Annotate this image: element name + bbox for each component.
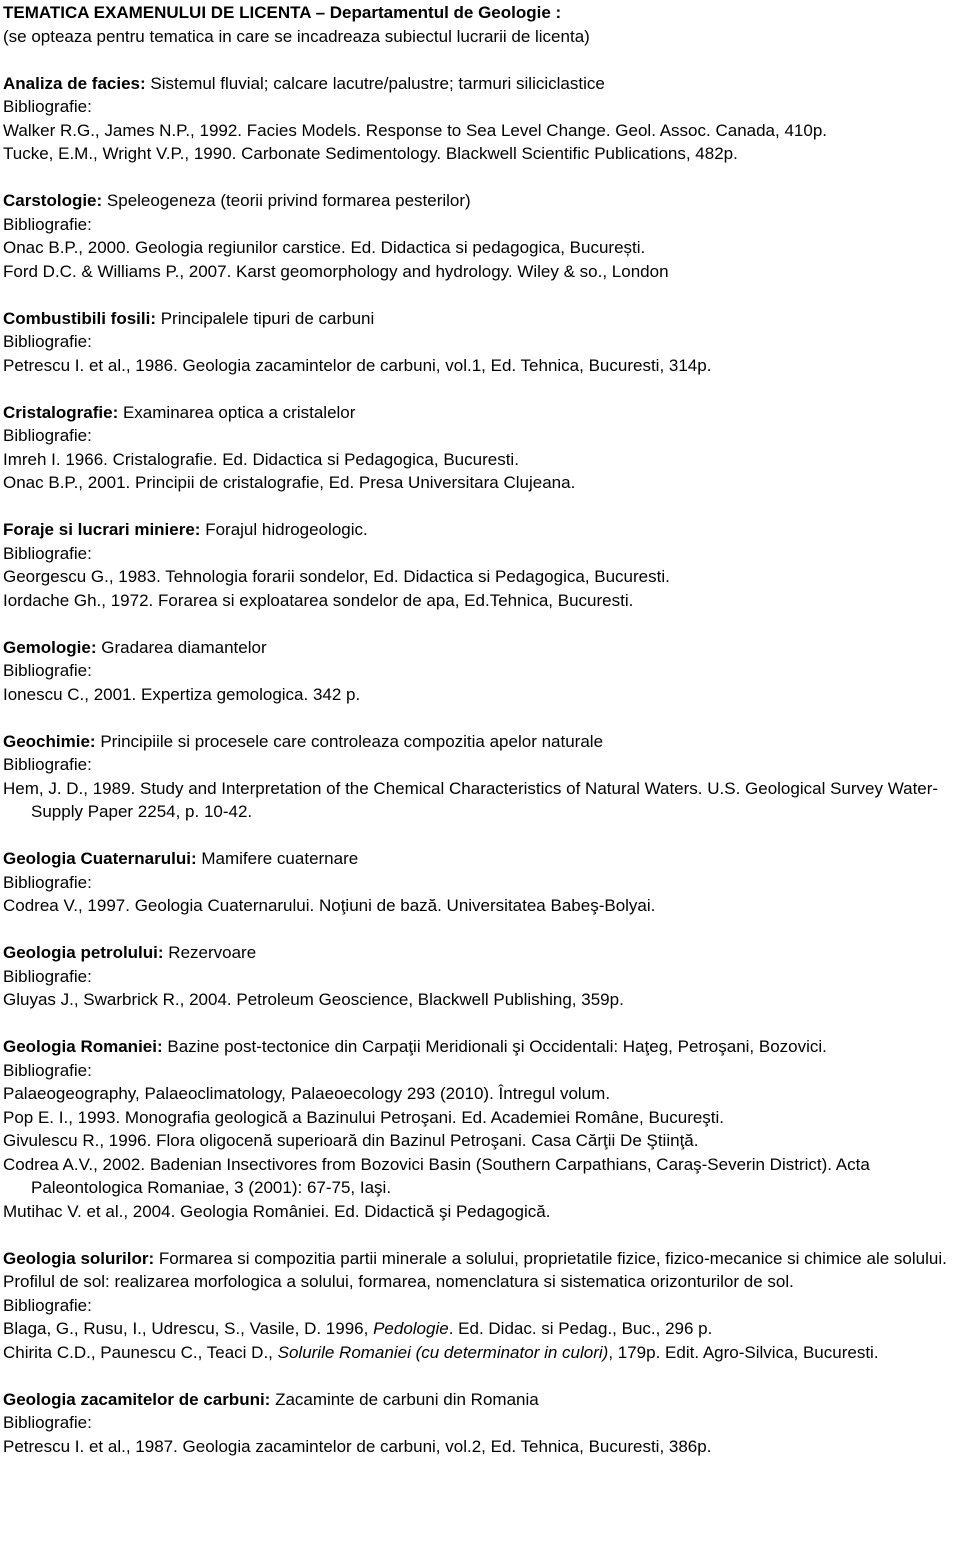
section-label: Geologia Cuaternarului: bbox=[3, 849, 197, 868]
section-gemologie bbox=[3, 636, 956, 707]
bibliography-label: Bibliografie: bbox=[3, 1413, 92, 1432]
reference: Ford D.C. & Williams P., 2007. Karst geomorphology and hydrology. Wiley & so., London bbox=[3, 261, 669, 281]
section-topic: Bazine post-tectonice din Carpaţii Meridionali şi Occidentali: Haţeg, Petroşani, Bozovici. bbox=[162, 1037, 827, 1056]
document-subtitle: (se opteaza pentru tematica in care se incadreaza subiectul lucrarii de licenta) bbox=[3, 26, 590, 46]
section-geologia-solurilor bbox=[3, 1247, 956, 1365]
reference-title: Pedologie bbox=[373, 1319, 449, 1338]
section-label: Geologia solurilor: bbox=[3, 1248, 155, 1268]
section-label: Geologia Romaniei: bbox=[3, 1037, 163, 1056]
reference: Onac B.P., 2001. Principii de cristalografie, Ed. Presa Universitara Clujeana. bbox=[3, 473, 576, 492]
section-topic: Zacaminte de carbuni din Romania bbox=[270, 1389, 539, 1409]
section-heading bbox=[3, 636, 956, 660]
reference: Walker R.G., James N.P., 1992. Facies Models. Response to Sea Level Change. Geol. Assoc. Canada, 410p. bbox=[3, 120, 827, 140]
section-cristalografie bbox=[3, 401, 956, 495]
section-label: Foraje si lucrari miniere: bbox=[3, 520, 201, 539]
bibliography-label: Bibliografie: bbox=[3, 97, 92, 116]
bibliography-label: Bibliografie: bbox=[3, 332, 92, 351]
section-heading bbox=[3, 941, 956, 965]
section-topic: Rezervoare bbox=[163, 943, 257, 962]
section-topic: Principiile si procesele care controleaza compozitia apelor naturale bbox=[95, 731, 604, 751]
section-heading bbox=[3, 518, 956, 542]
bibliography-label: Bibliografie: bbox=[3, 1295, 92, 1315]
section-geologia-petrolului bbox=[3, 941, 956, 1012]
reference: Palaeogeography, Palaeoclimatology, Palaeoecology 293 (2010). Întregul volum. bbox=[3, 1084, 611, 1103]
bibliography-label: Bibliografie: bbox=[3, 426, 92, 445]
section-geologia-romaniei bbox=[3, 1035, 956, 1223]
reference: Gluyas J., Swarbrick R., 2004. Petroleum Geoscience, Blackwell Publishing, 359p. bbox=[3, 990, 624, 1009]
bibliography-label: Bibliografie: bbox=[3, 755, 92, 774]
reference: Ionescu C., 2001. Expertiza gemologica. 342 p. bbox=[3, 684, 361, 704]
reference-text: Chirita C.D., Paunescu C., Teaci D., bbox=[3, 1342, 278, 1362]
section-topic: Forajul hidrogeologic. bbox=[200, 520, 368, 539]
reference-text: . Ed. Didac. si Pedag., Buc., 296 p. bbox=[448, 1319, 713, 1338]
section-topic: Principalele tipuri de carbuni bbox=[156, 308, 375, 328]
section-heading bbox=[3, 847, 956, 871]
section-heading bbox=[3, 401, 956, 425]
section-topic: Formarea si compozitia partii minerale a solului, proprietatile fizice, fizico-mecanice si chimice ale solului. Profilul de sol: realizarea morfologica a solului, formarea, nomenclatura si sistematica orizonturilor de sol. bbox=[3, 1248, 947, 1291]
section-label: Combustibili fosili: bbox=[3, 308, 156, 328]
section-label: Carstologie: bbox=[3, 191, 103, 210]
section-heading bbox=[3, 1035, 956, 1059]
section-carstologie bbox=[3, 189, 956, 283]
section-label: Geologia zacamitelor de carbuni: bbox=[3, 1389, 271, 1409]
section-topic: Examinarea optica a cristalelor bbox=[118, 402, 356, 422]
reference: Petrescu I. et al., 1986. Geologia zacamintelor de carbuni, vol.1, Ed. Tehnica, Bucuresti, 314p. bbox=[3, 355, 712, 375]
reference: Givulescu R., 1996. Flora oligocenă superioară din Bazinul Petroşani. Casa Cărţii De Ştiinţă. bbox=[3, 1131, 699, 1150]
reference: Tucke, E.M., Wright V.P., 1990. Carbonate Sedimentology. Blackwell Scientific Publications, 482p. bbox=[3, 144, 738, 163]
reference: Mutihac V. et al., 2004. Geologia României. Ed. Didactică şi Pedagogică. bbox=[3, 1201, 551, 1221]
reference: Codrea A.V., 2002. Badenian Insectivores from Bozovici Basin (Southern Carpathians, Caraş-Severin District). Acta Paleontologica Romaniae, 3 (2001): 67-75, Iaşi. bbox=[3, 1154, 870, 1197]
section-label: Geochimie: bbox=[3, 731, 96, 751]
reference-text: , 179p. Edit. Agro-Silvica, Bucuresti. bbox=[608, 1342, 879, 1362]
section-heading bbox=[3, 189, 956, 213]
section-heading bbox=[3, 730, 956, 754]
section-heading bbox=[3, 1247, 956, 1294]
bibliography-label: Bibliografie: bbox=[3, 543, 92, 563]
reference: Georgescu G., 1983. Tehnologia forarii sondelor, Ed. Didactica si Pedagogica, Bucuresti. bbox=[3, 567, 670, 586]
reference: Hem, J. D., 1989. Study and Interpretation of the Chemical Characteristics of Natural Waters. U.S. Geological Survey Water-Supply Paper 2254, p. 10-42. bbox=[3, 778, 939, 821]
section-label: Gemologie: bbox=[3, 637, 97, 657]
reference-title: Solurile Romaniei (cu determinator in culori) bbox=[277, 1342, 609, 1362]
section-label: Geologia petrolului: bbox=[3, 943, 164, 962]
section-geologia-cuaternarului bbox=[3, 847, 956, 918]
section-topic: Gradarea diamantelor bbox=[96, 637, 267, 657]
document-title: TEMATICA EXAMENULUI DE LICENTA – Departamentul de Geologie : bbox=[3, 3, 562, 22]
reference bbox=[3, 1317, 956, 1341]
reference: Imreh I. 1966. Cristalografie. Ed. Didactica si Pedagogica, Bucuresti. bbox=[3, 449, 519, 469]
reference-text: Blaga, G., Rusu, I., Udrescu, S., Vasile, D. 1996, bbox=[3, 1319, 374, 1338]
section-label: Cristalografie: bbox=[3, 402, 119, 422]
bibliography-label: Bibliografie: bbox=[3, 872, 92, 892]
section-heading bbox=[3, 1388, 956, 1412]
section-topic: Speleogeneza (teorii privind formarea pesterilor) bbox=[102, 191, 471, 210]
section-heading bbox=[3, 307, 956, 331]
section-topic: Sistemul fluvial; calcare lacutre/palustre; tarmuri siliciclastice bbox=[145, 73, 605, 93]
section-geologia-zacamintelor-carbuni bbox=[3, 1388, 956, 1459]
section-geochimie bbox=[3, 730, 956, 824]
reference: Codrea V., 1997. Geologia Cuaternarului. Noţiuni de bază. Universitatea Babeş-Bolyai. bbox=[3, 896, 656, 915]
reference: Iordache Gh., 1972. Forarea si exploatarea sondelor de apa, Ed.Tehnica, Bucuresti. bbox=[3, 590, 634, 610]
section-label: Analiza de facies: bbox=[3, 73, 146, 93]
reference bbox=[3, 1341, 956, 1365]
section-foraje bbox=[3, 518, 956, 612]
bibliography-label: Bibliografie: bbox=[3, 214, 92, 234]
section-analiza-facies bbox=[3, 72, 956, 166]
reference: Petrescu I. et al., 1987. Geologia zacamintelor de carbuni, vol.2, Ed. Tehnica, Bucuresti, 386p. bbox=[3, 1436, 712, 1456]
bibliography-label: Bibliografie: bbox=[3, 661, 92, 680]
section-topic: Mamifere cuaternare bbox=[196, 849, 359, 868]
section-heading bbox=[3, 72, 956, 96]
bibliography-label: Bibliografie: bbox=[3, 1060, 92, 1080]
section-combustibili-fosili bbox=[3, 307, 956, 378]
reference: Onac B.P., 2000. Geologia regiunilor carstice. Ed. Didactica si pedagogica, București. bbox=[3, 238, 646, 257]
reference: Pop E. I., 1993. Monografia geologică a Bazinului Petroşani. Ed. Academiei Române, Bucureşti. bbox=[3, 1107, 725, 1127]
bibliography-label: Bibliografie: bbox=[3, 966, 92, 986]
